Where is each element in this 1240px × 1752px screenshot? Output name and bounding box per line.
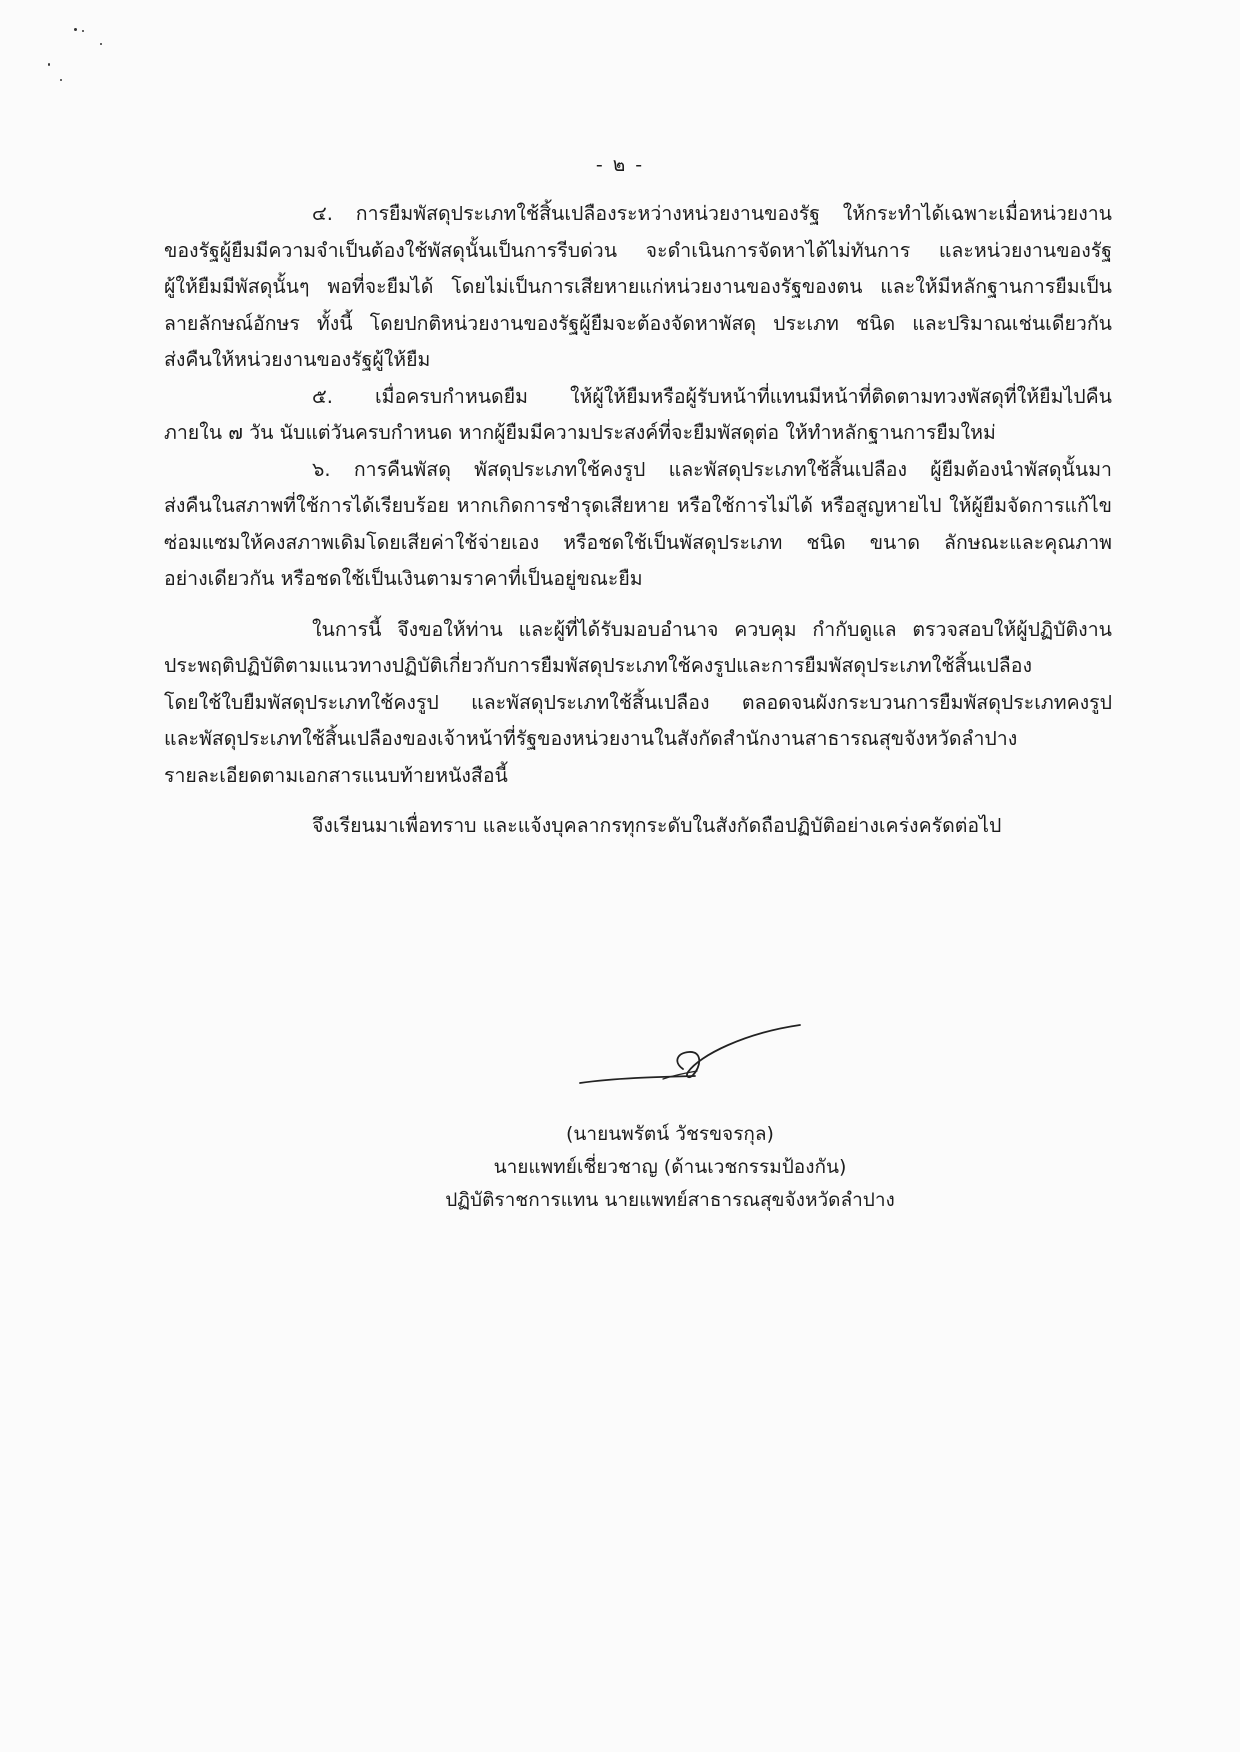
text-line: จึงเรียนมาเพื่อทราบ และแจ้งบุคลากรทุกระดับในสังกัดถือปฏิบัติอย่างเคร่งครัดต่อไป: [312, 814, 1002, 837]
paragraph-request: [164, 612, 1112, 795]
scan-speck: [100, 43, 102, 45]
text-line: ส่งคืนให้หน่วยงานของรัฐผู้ให้ยืม: [164, 348, 431, 371]
text-line: ซ่อมแซมให้คงสภาพเดิมโดยเสียค่าใช้จ่ายเอง หรือชดใช้เป็นพัสดุประเภท ชนิด ขนาด ลักษณะและคุณภาพ: [164, 530, 1112, 554]
text-line: ของรัฐผู้ยืมมีความจำเป็นต้องใช้พัสดุนั้นเป็นการรีบด่วน จะดำเนินการจัดหาได้ไม่ทันการ และหน่วยงานของรัฐ: [164, 238, 1112, 262]
text-line: ประพฤติปฏิบัติตามแนวทางปฏิบัติเกี่ยวกับการยืมพัสดุประเภทใช้คงรูปและการยืมพัสดุประเภทใช้สิ้นเปลือง: [164, 654, 1032, 677]
paragraph-closing: [164, 808, 1112, 845]
scan-speck: [48, 63, 50, 66]
text-line: ๖. การคืนพัสดุ พัสดุประเภทใช้คงรูป และพัสดุประเภทใช้สิ้นเปลือง ผู้ยืมต้องนำพัสดุนั้นมา: [312, 457, 1112, 481]
signatory-position: นายแพทย์เชี่ยวชาญ (ด้านเวชกรรมป้องกัน): [493, 1156, 847, 1178]
paragraph-item-5: [164, 379, 1112, 452]
page-number: - ๒ -: [595, 154, 645, 176]
paragraph-item-6: [164, 452, 1112, 598]
text-line: ในการนี้ จึงขอให้ท่าน และผู้ที่ได้รับมอบอำนาจ ควบคุม กำกับดูแล ตรวจสอบให้ผู้ปฏิบัติงาน: [312, 617, 1112, 641]
handwritten-signature: [575, 1015, 815, 1105]
paragraph-gap: [164, 794, 1112, 808]
scan-speck: [82, 30, 84, 32]
text-line: ส่งคืนในสภาพที่ใช้การได้เรียบร้อย หากเกิดการชำรุดเสียหาย หรือใช้การไม่ได้ หรือสูญหายไป ให้ผู้ยืมจัดการแก้ไข: [164, 494, 1112, 517]
paragraph-item-4: [164, 196, 1112, 379]
signatory-acting-for: ปฏิบัติราชการแทน นายแพทย์สาธารณสุขจังหวัดลำปาง: [445, 1189, 895, 1211]
signatory-name: (นายนพรัตน์ วัชรขจรกุล): [566, 1123, 774, 1145]
text-line: ๔. การยืมพัสดุประเภทใช้สิ้นเปลืองระหว่างหน่วยงานของรัฐ ให้กระทำได้เฉพาะเมื่อหน่วยงาน: [312, 202, 1112, 225]
text-line: อย่างเดียวกัน หรือชดใช้เป็นเงินตามราคาที่เป็นอยู่ขณะยืม: [164, 567, 643, 590]
scan-speck: [74, 28, 77, 31]
text-line: ภายใน ๗ วัน นับแต่วันครบกำหนด หากผู้ยืมมีความประสงค์ที่จะยืมพัสดุต่อ ให้ทำหลักฐานการยืมใหม่: [164, 421, 996, 444]
text-line: ๕. เมื่อครบกำหนดยืม ให้ผู้ให้ยืมหรือผู้รับหน้าที่แทนมีหน้าที่ติดตามทวงพัสดุที่ให้ยืมไปคืน: [312, 384, 1112, 408]
text-line: และพัสดุประเภทใช้สิ้นเปลืองของเจ้าหน้าที่รัฐของหน่วยงานในสังกัดสำนักงานสาธารณสุขจังหวัดลำปาง: [164, 727, 1018, 750]
paragraph-gap: [164, 598, 1112, 612]
signature-block: [390, 1118, 950, 1217]
text-line: ผู้ให้ยืมมีพัสดุนั้นๆ พอที่จะยืมได้ โดยไม่เป็นการเสียหายแก่หน่วยงานของรัฐของตน และให้มีหลักฐานการยืมเป็น: [164, 275, 1112, 298]
text-line: รายละเอียดตามเอกสารแนบท้ายหนังสือนี้: [164, 763, 508, 787]
text-line: โดยใช้ใบยืมพัสดุประเภทใช้คงรูป และพัสดุประเภทใช้สิ้นเปลือง ตลอดจนผังกระบวนการยืมพัสดุประเภทคงรูป: [164, 690, 1112, 714]
scan-speck: [60, 79, 62, 81]
text-line: ลายลักษณ์อักษร ทั้งนี้ โดยปกติหน่วยงานของรัฐผู้ยืมจะต้องจัดหาพัสดุ ประเภท ชนิด และปริมาณเช่นเดียวกัน: [164, 311, 1112, 335]
document-body: [164, 196, 1112, 845]
